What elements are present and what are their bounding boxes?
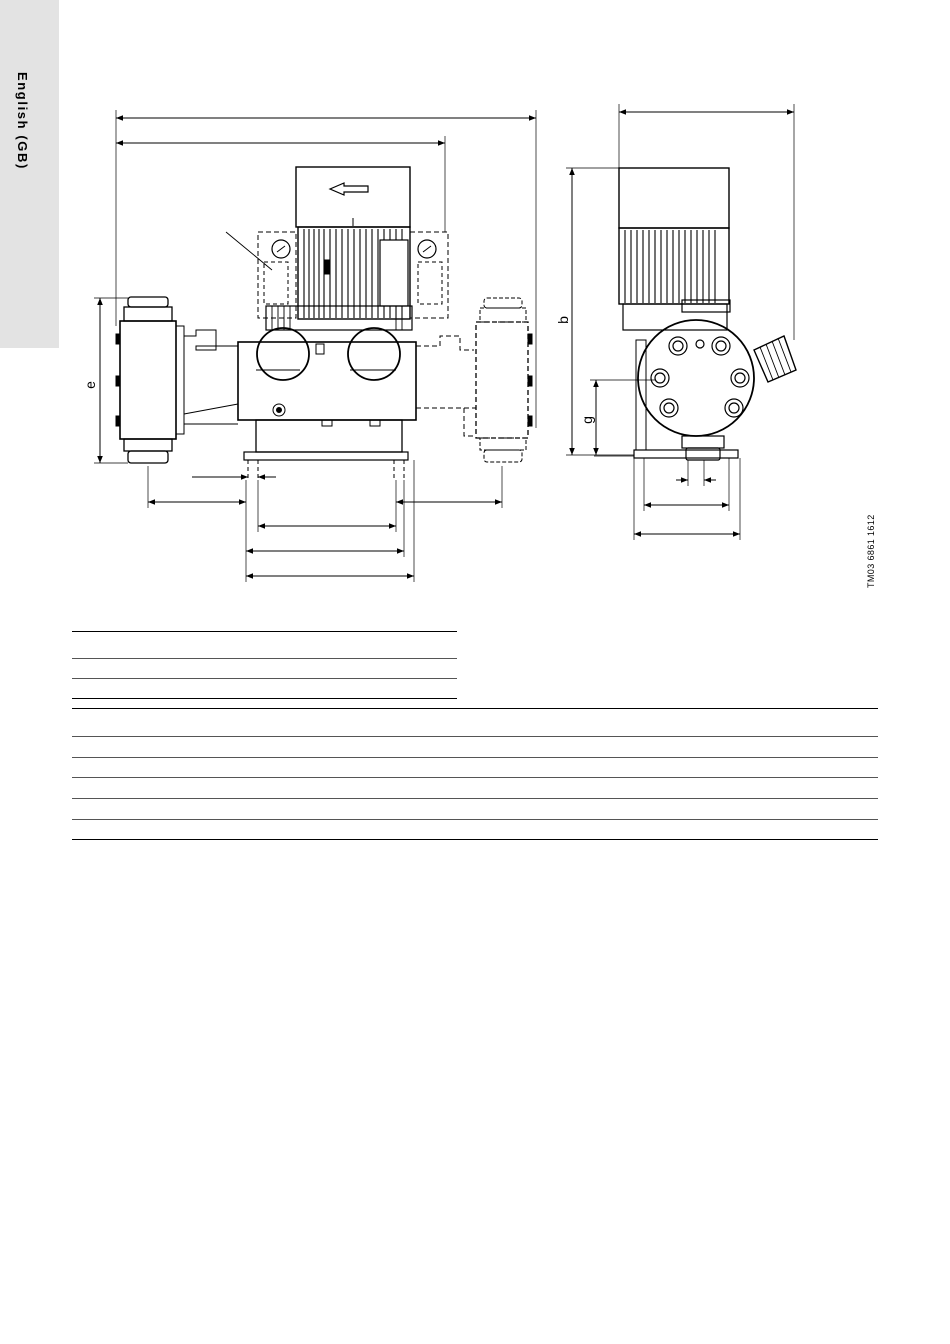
- front-view: [94, 110, 536, 582]
- figure-number: TM03 6861 1612: [866, 514, 876, 588]
- table-row: [72, 678, 457, 679]
- table-row: [72, 708, 878, 709]
- table-row: [72, 757, 878, 758]
- pump-dimension-drawing: [0, 0, 950, 620]
- table-row: [72, 631, 457, 632]
- table-row: [72, 819, 878, 820]
- side-view: [566, 104, 796, 540]
- table-row: [72, 777, 878, 778]
- table-row: [72, 839, 878, 840]
- dim-label-g: g: [579, 416, 595, 424]
- dim-label-e: e: [82, 381, 98, 389]
- dim-label-b: b: [555, 316, 571, 324]
- table-row: [72, 658, 457, 659]
- table-row: [72, 698, 457, 699]
- table-row: [72, 736, 878, 737]
- language-tab-label: English (GB): [15, 72, 30, 170]
- table-row: [72, 798, 878, 799]
